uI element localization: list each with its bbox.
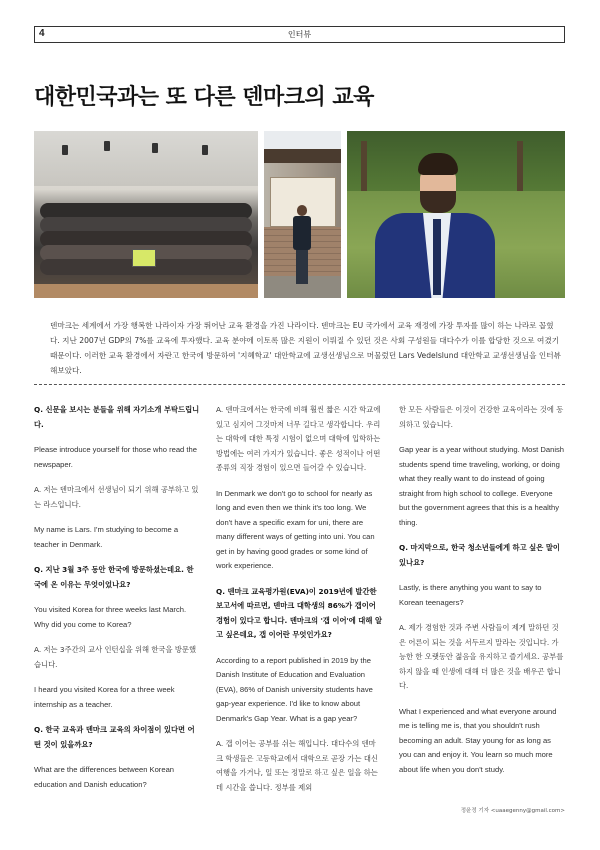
answer-english: Gap year is a year without studying. Most Danish students spend time traveling, working, or doing what they really want to do instead of going straight from high school to college. Everyone but the government agrees that this is a healthy thing. [399, 445, 565, 527]
divider [34, 384, 565, 385]
answer-english: What I experienced and what everyone around me is telling me is, that you shouldn't rush becoming an adult. Stay young for as long as you can and enjoy it. You learn so much more about life when you don't study. [399, 706, 557, 774]
article-column-1 [34, 403, 200, 803]
answer-english: My name is Lars. I'm studying to become a teacher in Denmark. [34, 525, 179, 549]
question: Q. 마지막으로, 한국 청소년들에게 하고 싶은 말이 있나요? [399, 543, 560, 567]
answer: A. 저는 3주간의 교사 인턴십을 위해 한국을 방문했습니다. [34, 645, 196, 669]
question: Q. 지난 3월 3주 동안 한국에 방문하셨는데요. 한국에 온 이유는 무엇이었나요? [34, 565, 194, 589]
question-english: Lastly, is there anything you want to say to Korean teenagers? [399, 583, 542, 607]
question-english: What are the differences between Korean education and Danish education? [34, 765, 175, 789]
article-title: 대한민국과는 또 다른 덴마크의 교육 [34, 85, 374, 110]
answer: A. 저는 덴마크에서 선생님이 되기 위해 공부하고 있는 라스입니다. [34, 485, 199, 509]
group-photo [34, 131, 258, 298]
question-english: You visited Korea for three weeks last March. Why did you come to Korea? [34, 605, 187, 629]
answer: A. 덴마크에서는 한국에 비해 훨씬 짧은 시간 학교에 있고 심지어 그것마저 너무 길다고 생각합니다. 우리는 대학에 대한 특정 시험이 없으며 대학에 입학하는 방법에는 여러 가지가 있습니다. 좋은 성적이나 어떤 종류의 직장 경험이 있으면 들어갈 수 있습니다. [216, 405, 381, 472]
answer: A. 제가 경험한 것과 주변 사람들이 제게 말하던 것은 어른이 되는 것을 서두르지 말라는 것입니다. 가능한 한 오랫동안 젊음을 유지하고 즐기세요. 공부를 하지 않을 때 인생에 대해 더 많은 것을 배우곤 합니다. [399, 623, 564, 690]
intro-paragraph: 덴마크는 세계에서 가장 행복한 나라이자 가장 뛰어난 교육 환경을 가진 나라이다. 덴마크는 EU 국가에서 교육 재정에 가장 투자를 많이 하는 나라로 꼽혔다. 지난 2007년 GDP의 7%를 교육에 투자했다. 교육 분야에 이토록 많은 지원이 이뤄질 수 있던 것은 사회 구성원들 대다수가 이를 합당한 것으로 여겼기 때문이다. 이러한 교육 환경에서 자란고 한국에 방문하여 '지혜학교' 대안학교에 교생선생님으로 머물렀던 Lars Vedelslund 대안학교 교생선생님을 인터뷰 해보았다. [50, 321, 561, 375]
answer: 한 모든 사람들은 이것이 건강한 교육이라는 것에 동의하고 있습니다. [399, 405, 564, 429]
reporter-byline: 정윤정 기자 <uaaegenny@gmail.com> [460, 808, 565, 814]
answer-english: In Denmark we don't go to school for nearly as long and even then we think it's too long. We don't have a specific exam for uni, there are many different ways of getting into uni. You can get in by having good grades or some kind of work experience. [216, 488, 375, 570]
question: Q. 한국 교육과 덴마크 교육의 차이점이 있다면 어떤 것이 있을까요? [34, 725, 195, 749]
section-label: 인터뷰 [287, 30, 312, 39]
article-column-3 [399, 403, 565, 788]
article-column-2 [216, 403, 382, 806]
question: Q. 신문을 보시는 분들을 위해 자기소개 부탁드립니다. [34, 405, 200, 429]
question-english: According to a report published in 2019 by the Danish Institute of Education and Evaluation (EVA), 86% of Danish university students have gap-year experience. I'd like to know about Denmark's Gap Year. What is a gap year? [216, 655, 373, 723]
hanok-photo [264, 131, 341, 298]
page-header [34, 26, 565, 43]
answer-english: I heard you visited Korea for a three week internship as a teacher. [34, 685, 175, 709]
answer: A. 갭 이어는 공부를 쉬는 해입니다. 대다수의 덴마크 학생들은 고등학교에서 대학으로 곧장 가는 대신 여행을 가거나, 일 또는 정말로 하고 싶은 일을 하는 데 시간을 씁니다. 정부를 제외 [216, 739, 378, 792]
question: Q. 덴마크 교육평가원(EVA)이 2019년에 발간한 보고서에 따르면, 덴마크 대학생의 86%가 갭이어 경험이 있다고 합니다. 덴마크의 '갭 이어'에 대해 알고 싶은데요, 갭 이어란 무엇인가요? [216, 586, 382, 639]
page-number: 4 [39, 28, 45, 39]
question-english: Please introduce yourself for those who read the newspaper. [34, 445, 197, 469]
portrait-photo [347, 131, 565, 298]
